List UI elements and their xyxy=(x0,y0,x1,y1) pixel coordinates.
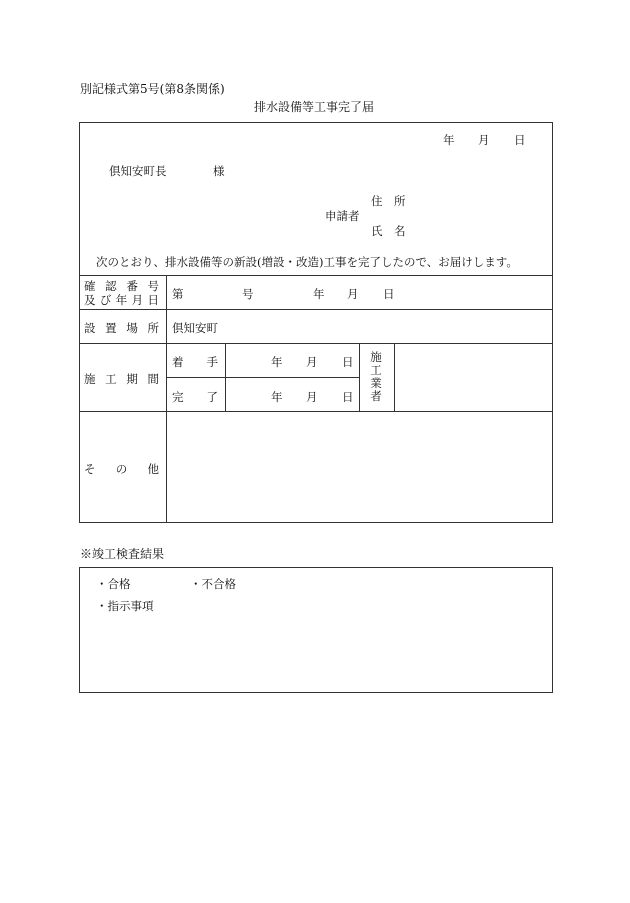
confirmation-prefix: 第 xyxy=(172,287,184,301)
label-char: 番 xyxy=(126,279,138,293)
start-month: 月 xyxy=(306,355,318,369)
row-divider xyxy=(79,411,553,412)
start-label xyxy=(172,354,218,370)
confirmation-label-line2 xyxy=(84,292,159,308)
inspection-fail: ・不合格 xyxy=(190,577,236,591)
label-char: 確 xyxy=(84,279,96,293)
statement: 次のとおり、排水設備等の新設(増設・改造)工事を完了したので、お届けします。 xyxy=(96,255,518,269)
confirmation-day: 日 xyxy=(383,287,395,301)
column-divider xyxy=(225,343,226,411)
inspection-heading: ※竣工検査結果 xyxy=(80,547,165,561)
date-year: 年 xyxy=(443,133,455,147)
label-char: 期 xyxy=(126,372,138,386)
label-char: 置 xyxy=(105,321,117,335)
end-day: 日 xyxy=(342,390,354,404)
address-label: 住 所 xyxy=(371,194,406,208)
row-divider xyxy=(79,275,553,276)
label-char: 号 xyxy=(147,279,159,293)
end-year: 年 xyxy=(271,390,283,404)
addressee-name: 倶知安町長 xyxy=(109,164,167,178)
column-divider xyxy=(166,275,167,523)
date-month: 月 xyxy=(478,133,490,147)
period-label xyxy=(84,371,159,387)
end-label xyxy=(172,389,218,405)
contractor-label: 施工業者 xyxy=(370,350,382,403)
column-divider xyxy=(394,343,395,411)
name-label: 氏 名 xyxy=(371,224,406,238)
start-day: 日 xyxy=(342,355,354,369)
label-char: 及 xyxy=(84,293,96,307)
addressee-honorific: 様 xyxy=(213,164,225,178)
label-char: 手 xyxy=(206,355,218,369)
label-char: 完 xyxy=(172,390,184,404)
date-day: 日 xyxy=(514,133,526,147)
label-char: 施 xyxy=(84,372,96,386)
label-char: 工 xyxy=(105,372,117,386)
inspection-instructions: ・指示事項 xyxy=(96,599,154,613)
end-month: 月 xyxy=(306,390,318,404)
form-number: 別記様式第5号(第8条関係) xyxy=(80,82,225,96)
row-divider xyxy=(79,309,553,310)
row-divider xyxy=(166,377,359,378)
applicant-label: 申請者 xyxy=(325,209,360,223)
label-char: び xyxy=(99,293,112,307)
label-char: 着 xyxy=(172,355,184,369)
inspection-pass: ・合格 xyxy=(96,577,131,591)
start-year: 年 xyxy=(271,355,283,369)
inspection-box xyxy=(79,567,553,693)
label-char: 年 xyxy=(115,293,128,307)
column-divider xyxy=(359,343,360,411)
label-char: の xyxy=(115,462,128,476)
location-value: 倶知安町 xyxy=(172,321,218,335)
row-divider xyxy=(79,343,553,344)
label-char: 所 xyxy=(147,321,159,335)
other-label xyxy=(84,461,159,477)
label-char: 場 xyxy=(126,321,138,335)
document-title: 排水設備等工事完了届 xyxy=(254,100,375,114)
confirmation-number-suffix: 号 xyxy=(242,287,254,301)
label-char: 間 xyxy=(147,372,159,386)
label-char: 日 xyxy=(147,293,159,307)
label-char: そ xyxy=(84,462,96,476)
label-char: 他 xyxy=(147,462,159,476)
label-char: 了 xyxy=(206,390,218,404)
confirmation-month: 月 xyxy=(347,287,359,301)
location-label xyxy=(84,320,159,336)
label-char: 月 xyxy=(131,293,144,307)
label-char: 設 xyxy=(84,321,96,335)
label-char: 認 xyxy=(105,279,117,293)
confirmation-year: 年 xyxy=(313,287,325,301)
